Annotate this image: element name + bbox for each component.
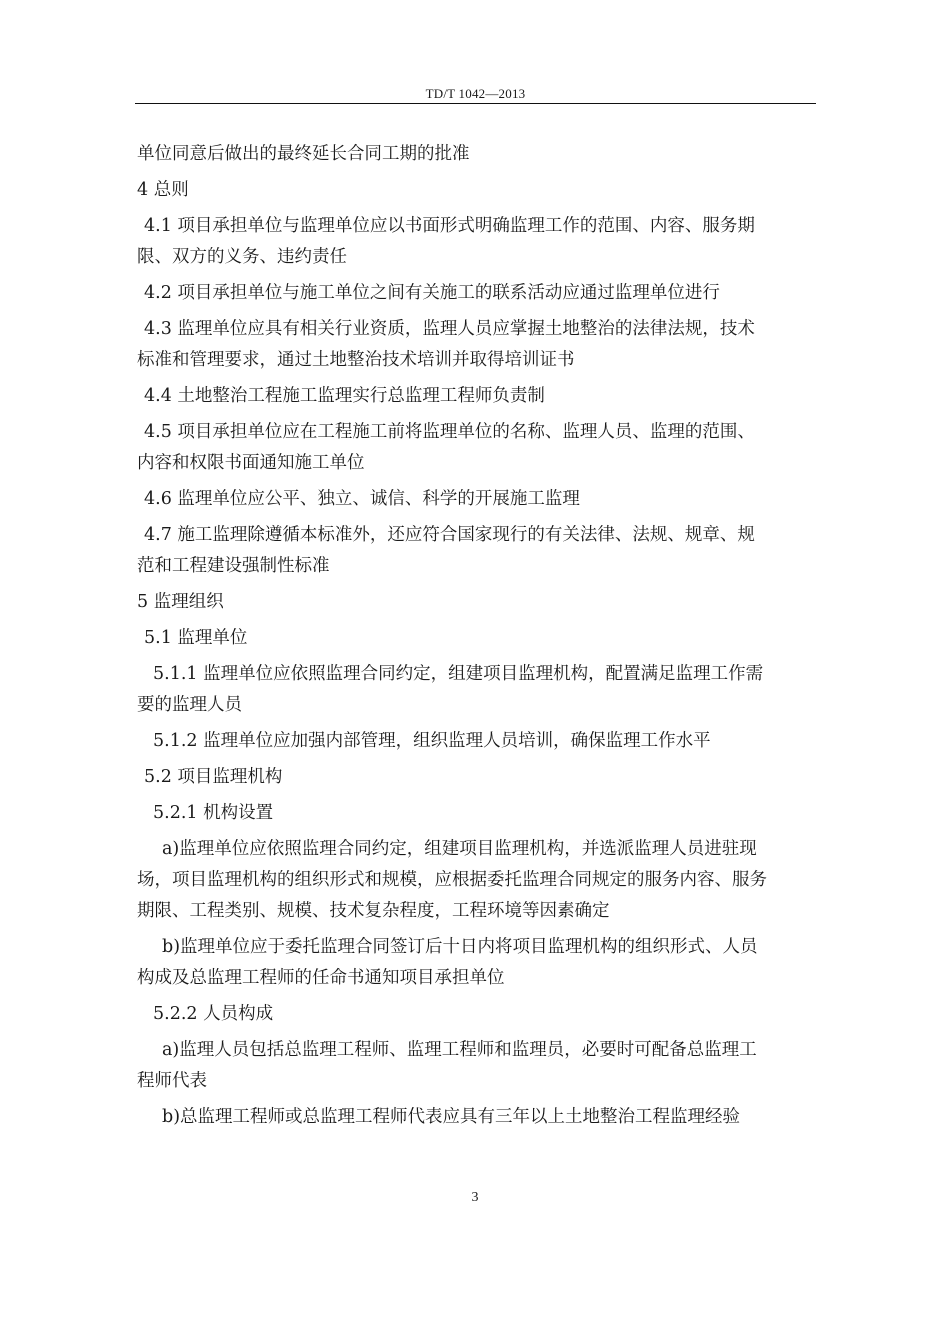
clause: 4.1 项目承担单位与监理单位应以书面形式明确监理工作的范围、内容、服务期 — [144, 216, 755, 236]
section-heading: 5 监理组织 — [137, 592, 224, 612]
header-divider — [135, 103, 816, 104]
clause: 5.1.2 监理单位应加强内部管理，组织监理人员培训，确保监理工作水平 — [153, 731, 711, 751]
page-header: TD/T 1042—2013 — [425, 86, 526, 101]
clause: 4.7 施工监理除遵循本标准外，还应符合国家现行的有关法律、法规、规章、规 — [144, 525, 755, 545]
body-line: 单位同意后做出的最终延长合同工期的批准 — [137, 144, 470, 164]
clause-continuation: 限、双方的义务、违约责任 — [137, 247, 347, 267]
list-item-continuation: 场，项目监理机构的组织形式和规模，应根据委托监理合同规定的服务内容、服务 — [137, 870, 767, 890]
list-item: a)监理人员包括总监理工程师、监理工程师和监理员，必要时可配备总监理工 — [162, 1040, 757, 1060]
clause-continuation: 标准和管理要求，通过土地整治技术培训并取得培训证书 — [137, 350, 575, 370]
document-body — [137, 139, 817, 1133]
clause-continuation: 要的监理人员 — [137, 695, 242, 715]
list-item: b)监理单位应于委托监理合同签订后十日内将项目监理机构的组织形式、人员 — [162, 937, 758, 957]
clause: 5.1.1 监理单位应依照监理合同约定，组建项目监理机构，配置满足监理工作需 — [153, 664, 764, 684]
list-item-continuation: 程师代表 — [137, 1071, 207, 1091]
clause: 4.5 项目承担单位应在工程施工前将监理单位的名称、监理人员、监理的范围、 — [144, 422, 755, 442]
clause-continuation: 范和工程建设强制性标准 — [137, 556, 330, 576]
list-item: b)总监理工程师或总监理工程师代表应具有三年以上土地整治工程监理经验 — [162, 1107, 741, 1127]
list-item-continuation: 期限、工程类别、规模、技术复杂程度，工程环境等因素确定 — [137, 901, 610, 921]
list-item: a)监理单位应依照监理合同约定，组建项目监理机构，并选派监理人员进驻现 — [162, 839, 757, 859]
clause: 4.3 监理单位应具有相关行业资质，监理人员应掌握土地整治的法律法规，技术 — [144, 319, 755, 339]
page-number: 3 — [471, 1190, 479, 1205]
subsection-heading: 5.2.1 机构设置 — [153, 803, 274, 823]
clause: 4.6 监理单位应公平、独立、诚信、科学的开展施工监理 — [144, 489, 580, 509]
subsection-heading: 5.2 项目监理机构 — [144, 767, 283, 787]
clause: 4.2 项目承担单位与施工单位之间有关施工的联系活动应通过监理单位进行 — [144, 283, 720, 303]
list-item-continuation: 构成及总监理工程师的任命书通知项目承担单位 — [137, 968, 505, 988]
subsection-heading: 5.1 监理单位 — [144, 628, 248, 648]
section-heading: 4 总则 — [137, 180, 189, 200]
clause-continuation: 内容和权限书面通知施工单位 — [137, 453, 365, 473]
subsection-heading: 5.2.2 人员构成 — [153, 1004, 274, 1024]
clause: 4.4 土地整治工程施工监理实行总监理工程师负责制 — [144, 386, 545, 406]
